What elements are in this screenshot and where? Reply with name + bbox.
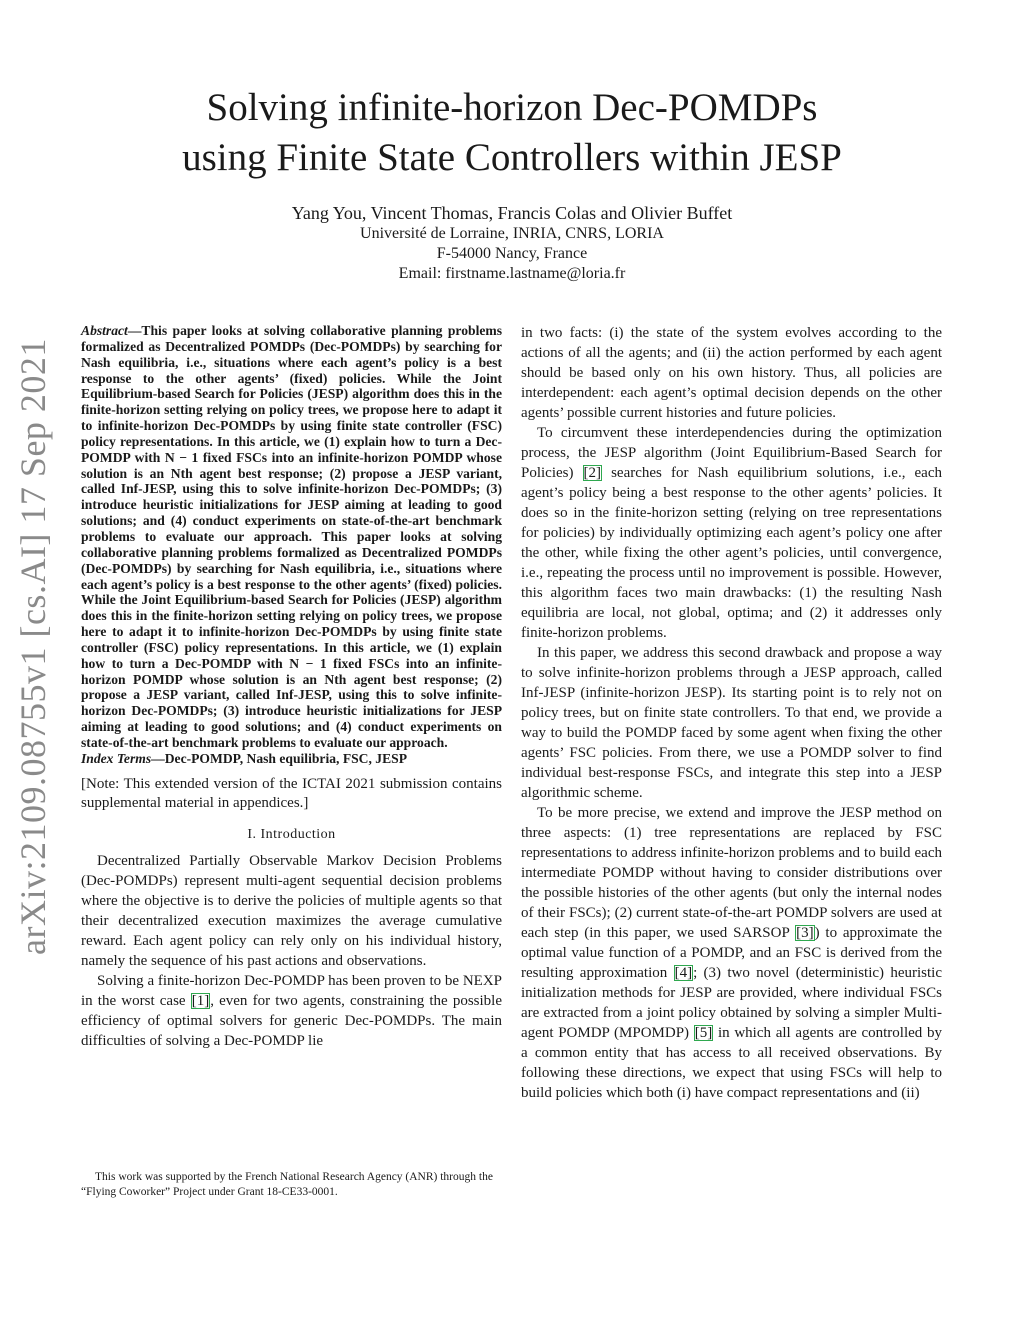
right-p4-text-c: ; (3) two novel (deterministic) heuristic initialization methods for JESP are provided, where individual FSCs are extracted from a joint policy obtained by solving a simpler Multi-agent POMDP (MPOMDP) [521, 965, 942, 1041]
right-column [521, 323, 942, 1103]
arxiv-side-stamp: arXiv:2109.08755v1 [cs.AI] 17 Sep 2021 [13, 338, 53, 955]
intro-p2-text-a: Solving a finite-horizon Dec-POMDP has been proven to be NEXP in the worst case [81, 972, 502, 1009]
paper-title [100, 83, 924, 183]
author-names: Yang You, Vincent Thomas, Francis Colas and Olivier Buffet [291, 203, 733, 223]
intro-p2-text-b: , even for two agents, constraining the possible efficiency of optimal solvers for generic Dec-POMDPs. The main difficulties of solving a Dec-POMDP lie [81, 992, 502, 1049]
index-terms-label: Index Terms [81, 750, 152, 766]
right-p4-text-b: ) to approximate the optimal value function of a POMDP, and an FSC is derived from the resulting approximation [521, 925, 942, 981]
right-p4-text-d: in which all agents are controlled by a common entity that has access to all received observations. By following these directions, we expect that using FSCs will help to build policies which both (i) have compact representations and (ii) [521, 1025, 942, 1101]
citation-link-2[interactable]: [2] [583, 465, 602, 481]
abstract [81, 323, 502, 751]
author-email: Email: firstname.lastname@loria.fr [398, 265, 626, 282]
intro-paragraph-1: Decentralized Partially Observable Markov Decision Problems (Dec-POMDPs) represent multi-agent sequential decision problems where the objective is to derive the policies of multiple agents so that their decentralized execution maximizes the average cumulative reward. Each agent policy can rely only on his individual history, namely the sequence of his past actions and observations. [81, 852, 502, 969]
right-paragraph-3: In this paper, we address this second drawback and propose a way to solve infinite-horizon problems through a JESP approach, called Inf-JESP (infinite-horizon JESP). Its starting point is to rely not on policy trees, but on finite state controllers. To that end, we provide a way to build the POMDP faced by some agent when fixing the other agents’ FSC policies. From there, we use a POMDP solver to find individual best-response FSCs, and integrate this step into a JESP algorithmic scheme. [521, 645, 942, 801]
index-terms-text: —Dec-POMDP, Nash equilibria, FSC, JESP [151, 750, 408, 766]
abstract-label: Abstract [81, 323, 128, 338]
right-paragraph-4 [521, 803, 942, 1103]
title-line-1: Solving infinite-horizon Dec-POMDPs [206, 86, 818, 129]
abstract-text: —This paper looks at solving collaborative planning problems formalized as Decentralized POMDPs (Dec-POMDPs) by searching for Nash equilibria, i.e., situations where each agent’s policy is a best response to the other agents’ (fixed) policies. While the Joint Equilibrium-based Search for Policies (JESP) algorithm does this in the finite-horizon setting relying on policy trees, we propose here to adapt it to infinite-horizon Dec-POMDPs by using finite state controller (FSC) policy representations. In this article, we (1) explain how to turn a Dec-POMDP with N − 1 fixed FSCs into an infinite-horizon POMDP whose solution is an Nth agent best response; (2) propose a JESP variant, called Inf-JESP, using this to solve infinite-horizon Dec-POMDPs; (3) introduce heuristic initializations for JESP aiming at leading to good solutions; and (4) conduct experiments on state-of-the-art benchmark problems to evaluate our approach. This paper looks at solving collaborative planning problems formalized as Decentralized POMDPs (Dec-POMDPs) by searching for Nash equilibria, i.e., situations where each agent’s policy is a best response to the other agents’ (fixed) policies. While the Joint Equilibrium-based Search for Policies (JESP) algorithm does this in the finite-horizon setting relying on policy trees, we propose here to adapt it to infinite-horizon Dec-POMDPs by using finite state controller (FSC) policy representations. In this article, we (1) explain how to turn a Dec-POMDP with N − 1 fixed FSCs into an infinite-horizon POMDP whose solution is an Nth agent best response; (2) propose a JESP variant, called Inf-JESP, using this to solve infinite-horizon Dec-POMDPs; (3) introduce heuristic initializations for JESP aiming at leading to good solutions; and (4) conduct experiments on state-of-the-art benchmark problems to evaluate our approach. [81, 323, 502, 750]
citation-link-1[interactable]: [1] [191, 992, 210, 1009]
section-heading-introduction: I. Introduction [247, 826, 336, 842]
index-terms [81, 751, 502, 767]
right-paragraph-1: in two facts: (i) the state of the system evolves according to the actions of all the agents; and (ii) the action performed by each agent should be based only on his own history. Thus, all policies are interdependent: each agent’s optimal decision depends on the other agents’ possible current histories and future policies. [521, 325, 942, 421]
right-paragraph-2 [521, 423, 942, 643]
author-block [180, 202, 844, 284]
left-column [81, 323, 502, 1051]
right-p4-text-a: To be more precise, we extend and improve the JESP method on three aspects: (1) tree representations are replaced by FSC representations to address infinite-horizon problems and to build each intermediate POMDP without having to consider distributions over the possible histories of the other agents (but only the internal nodes of their FSCs); (2) current state-of-the-art POMDP solvers are used at each step (in this paper, we used SARSOP [521, 805, 942, 941]
extended-version-note: [Note: This extended version of the ICTAI 2021 submission contains supplemental material in appendices.] [81, 775, 502, 811]
right-p2-text-b: searches for Nash equilibrium solutions, i.e., each agent’s policy being a best response to the other agents’ policies. It does so in the finite-horizon setting (relying on tree representations for policies) by individually optimizing each agent’s policy one after the other, while fixing the other agent’s policies, until convergence, i.e., repeating the process until no improvement is possible. However, this algorithm faces two main drawbacks: (1) the resulting Nash equilibria are local, not global, optima; and (2) it addresses only finite-horizon problems. [521, 465, 942, 641]
author-address: F-54000 Nancy, France [436, 245, 588, 262]
citation-link-5[interactable]: [5] [694, 1025, 713, 1041]
citation-link-4[interactable]: [4] [674, 965, 693, 981]
author-affiliation: Université de Lorraine, INRIA, CNRS, LORIA [360, 225, 664, 242]
title-line-2: using Finite State Controllers within JESP [182, 136, 842, 179]
funding-footnote: This work was supported by the French National Research Agency (ANR) through the “Flying Coworker” Project under Grant 18-CE33-0001. [81, 1171, 493, 1198]
intro-paragraph-2 [81, 971, 502, 1051]
right-p2-text-a: To circumvent these interdependencies during the optimization process, the JESP algorithm (Joint Equilibrium-Based Search for Policies) [521, 425, 942, 481]
citation-link-3[interactable]: [3] [796, 925, 814, 941]
